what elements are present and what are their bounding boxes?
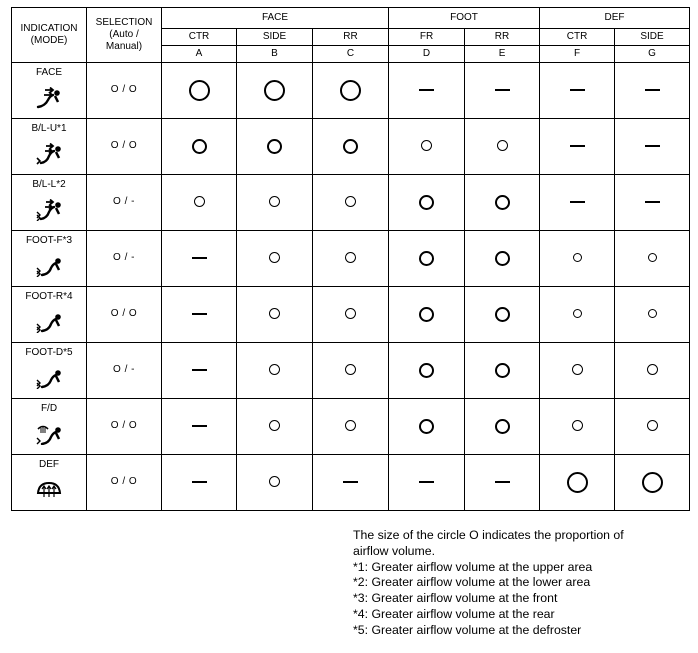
airflow-cell [465,175,540,231]
airflow-cell [237,119,313,175]
airflow-cell [615,119,690,175]
mode-cell [12,119,87,175]
airflow-circle-md [495,195,510,210]
no-airflow-dash [645,145,660,147]
airflow-cell [465,287,540,343]
no-airflow-dash [645,89,660,91]
airflow-circle-md [419,251,434,266]
airflow-cell [237,399,313,455]
airflow-cell [162,231,237,287]
airflow-cell [237,175,313,231]
no-airflow-dash [645,201,660,203]
no-airflow-dash [192,257,207,259]
column-header: SIDE [615,29,690,46]
airflow-circle-md [419,419,434,434]
no-airflow-dash [570,201,585,203]
mode-cell [12,455,87,511]
airflow-circle-sm [345,420,356,431]
airflow-cell [389,455,465,511]
selection-value: O / O [110,476,138,487]
selection-value: O / - [113,196,135,207]
mode-row [12,231,690,287]
mode-name: FOOT-D*5 [25,347,73,358]
mode-cell [12,399,87,455]
airflow-circle-sm [345,308,356,319]
airflow-cell [615,231,690,287]
airflow-circle-lg [340,80,361,101]
airflow-cell [162,119,237,175]
no-airflow-dash [419,89,434,91]
airflow-circle-xs [573,309,582,318]
airflow-cell [615,175,690,231]
airflow-circle-md [343,139,358,154]
airflow-circle-sm [572,420,583,431]
airflow-circle-sm [269,196,280,207]
airflow-circle-sm [497,140,508,151]
airflow-cell [389,119,465,175]
foot-icon [36,367,62,389]
airflow-cell [237,343,313,399]
airflow-circle-sm [345,252,356,263]
selection-cell [87,175,162,231]
airflow-circle-md [419,307,434,322]
mode-row [12,287,690,343]
airflow-cell [313,63,389,119]
airflow-cell [540,175,615,231]
selection-value: O / - [113,252,135,263]
airflow-circle-sm [269,476,280,487]
airflow-cell [465,119,540,175]
note-line: *1: Greater airflow volume at the upper area [353,559,593,574]
airflow-cell [162,343,237,399]
no-airflow-dash [570,145,585,147]
airflow-cell [615,399,690,455]
column-header: RR [313,29,389,46]
airflow-cell [313,343,389,399]
selection-header: SELECTION (Auto / Manual) [87,8,162,63]
mode-cell [12,63,87,119]
selection-cell [87,455,162,511]
no-airflow-dash [570,89,585,91]
airflow-circle-xs [648,253,657,262]
face-vent-icon [36,87,62,109]
note-line: *5: Greater airflow volume at the defroster [353,622,582,637]
group-face-header: FACE [162,8,389,29]
selection-value: O / O [110,140,138,151]
airflow-cell [615,287,690,343]
airflow-cell [237,231,313,287]
mode-cell [12,231,87,287]
column-letter: C [313,46,389,63]
no-airflow-dash [495,89,510,91]
mode-name: F/D [40,403,58,414]
airflow-cell [540,287,615,343]
airflow-cell [615,455,690,511]
airflow-cell [162,399,237,455]
airflow-cell [313,287,389,343]
airflow-circle-sm [269,420,280,431]
airflow-cell [389,175,465,231]
note-line: The size of the circle O indicates the proportion of [353,528,624,542]
airflow-cell [162,455,237,511]
column-letter: D [389,46,465,63]
mode-row [12,399,690,455]
mode-cell [12,287,87,343]
airflow-circle-md [495,363,510,378]
column-header: FR [389,29,465,46]
airflow-cell [465,63,540,119]
selection-cell [87,287,162,343]
airflow-cell [162,63,237,119]
mode-row [12,343,690,399]
airflow-cell [237,287,313,343]
mode-cell [12,343,87,399]
mode-name: FOOT-F*3 [25,235,73,246]
airflow-cell [540,119,615,175]
airflow-cell [540,63,615,119]
airflow-cell [465,455,540,511]
airflow-cell [465,343,540,399]
airflow-cell [389,287,465,343]
bilevel-upper-icon [36,143,62,165]
selection-cell [87,119,162,175]
airflow-circle-sm [269,364,280,375]
column-letter: A [162,46,237,63]
airflow-cell [313,119,389,175]
airflow-cell [465,399,540,455]
selection-value: O / - [113,364,135,375]
indication-header: INDICATION (MODE) [12,8,87,63]
airflow-circle-lg [567,472,588,493]
airflow-circle-md [495,307,510,322]
mode-cell [12,175,87,231]
airflow-cell [313,231,389,287]
airflow-cell [540,399,615,455]
airflow-circle-sm [647,364,658,375]
airflow-circle-lg [189,80,210,101]
group-foot-header: FOOT [389,8,540,29]
column-header: CTR [162,29,237,46]
mode-name: DEF [39,459,59,470]
airflow-circle-sm [194,196,205,207]
airflow-circle-lg [642,472,663,493]
selection-value: O / O [110,308,138,319]
airflow-cell [465,231,540,287]
selection-cell [87,231,162,287]
airflow-table [11,7,690,511]
group-def-header: DEF [540,8,690,29]
airflow-cell [237,455,313,511]
no-airflow-dash [192,313,207,315]
column-letter: E [465,46,540,63]
column-header: CTR [540,29,615,46]
airflow-circle-sm [345,196,356,207]
column-header: RR [465,29,540,46]
column-letter: B [237,46,313,63]
foot-icon [36,311,62,333]
no-airflow-dash [192,369,207,371]
no-airflow-dash [495,481,510,483]
airflow-cell [237,63,313,119]
mode-name: FOOT-R*4 [25,291,73,302]
selection-cell [87,63,162,119]
airflow-cell [389,399,465,455]
airflow-cell [162,287,237,343]
airflow-cell [389,63,465,119]
windshield-defrost-icon [36,479,62,501]
foot-icon [36,255,62,277]
legend-notes [353,528,693,639]
airflow-cell [540,343,615,399]
airflow-circle-sm [269,252,280,263]
column-letter: G [615,46,690,63]
mode-row [12,455,690,511]
no-airflow-dash [192,425,207,427]
airflow-cell [540,231,615,287]
airflow-cell [313,175,389,231]
airflow-circle-sm [269,308,280,319]
airflow-circle-md [192,139,207,154]
airflow-circle-md [495,419,510,434]
column-letter: F [540,46,615,63]
airflow-circle-xs [648,309,657,318]
airflow-circle-md [419,195,434,210]
mode-row [12,119,690,175]
note-line: *4: Greater airflow volume at the rear [353,606,555,621]
selection-value: O / O [110,420,138,431]
mode-name: B/L-L*2 [32,179,66,190]
airflow-cell [615,63,690,119]
selection-cell [87,399,162,455]
selection-value: O / O [110,84,138,95]
airflow-cell [162,175,237,231]
airflow-circle-sm [572,364,583,375]
airflow-circle-md [419,363,434,378]
airflow-circle-md [495,251,510,266]
airflow-circle-lg [264,80,285,101]
airflow-cell [389,343,465,399]
no-airflow-dash [192,481,207,483]
airflow-cell [313,455,389,511]
mode-row [12,175,690,231]
no-airflow-dash [343,481,358,483]
airflow-cell [540,455,615,511]
airflow-circle-xs [573,253,582,262]
note-line: *3: Greater airflow volume at the front [353,591,558,606]
foot-defrost-icon [36,423,62,445]
airflow-cell [313,399,389,455]
note-line: *2: Greater airflow volume at the lower area [353,575,591,590]
mode-name: B/L-U*1 [31,123,67,134]
mode-name: FACE [35,67,63,78]
note-line: airflow volume. [353,543,436,558]
airflow-circle-sm [421,140,432,151]
airflow-cell [389,231,465,287]
column-header: SIDE [237,29,313,46]
airflow-circle-sm [345,364,356,375]
no-airflow-dash [419,481,434,483]
airflow-circle-md [267,139,282,154]
selection-cell [87,343,162,399]
airflow-cell [615,343,690,399]
mode-row [12,63,690,119]
bilevel-lower-icon [36,199,62,221]
airflow-circle-sm [647,420,658,431]
